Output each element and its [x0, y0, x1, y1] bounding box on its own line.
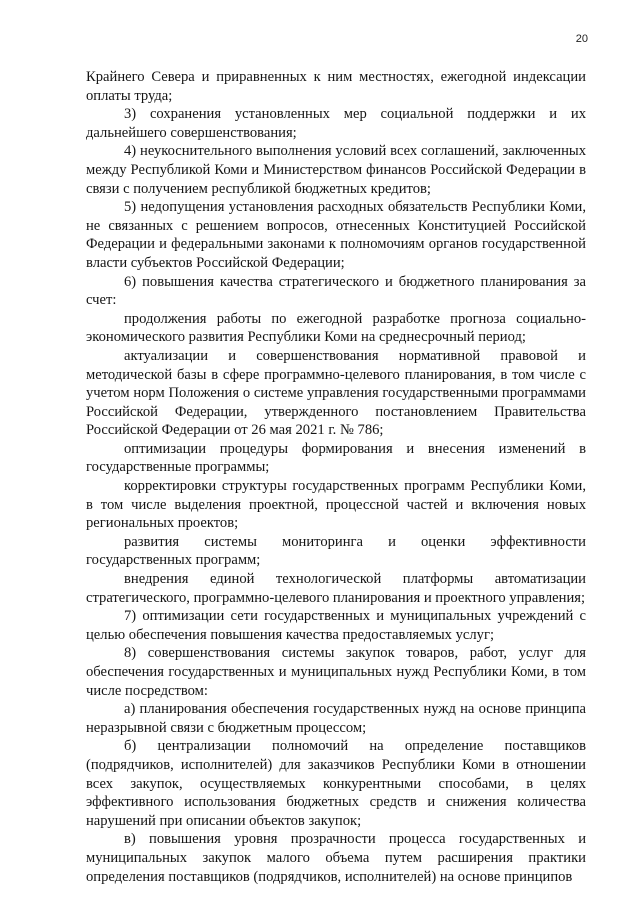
paragraph-sub-v: в) повышения уровня прозрачности процесса государственных и муниципальных закупок малого объема путем расширения практики определения поставщиков (подрядчиков, исполнителей) на основе принципов [86, 831, 586, 885]
paragraph-item-5: 5) недопущения установления расходных обязательств Республики Коми, не связанных с решением вопросов, отнесенных Конституцией Российской Федерации и федеральными законами к полномочиям органов государственной власти субъектов Российской Федерации; [86, 199, 586, 271]
paragraph-sub-forecast: продолжения работы по ежегодной разработке прогноза социально-экономического развития Республики Коми на среднесрочный период; [86, 310, 586, 346]
page-number: 20 [575, 33, 588, 45]
paragraph-sub-methodology: актуализации и совершенствования нормативной правовой и методической базы в сфере программно-целевого планирования, в том числе с учетом норм Положения о системе управления государственными программами Российской Федерации, утвержденного постановлением Правительства Российской Федерации от 26 мая 2021 г. № 786; [86, 347, 586, 439]
paragraph-item-8: 8) совершенствования системы закупок товаров, работ, услуг для обеспечения государственных и муниципальных нужд Республики Коми, в том числе посредством: [86, 645, 586, 699]
paragraph-sub-platform: внедрения единой технологической платформы автоматизации стратегического, программно-целевого планирования и проектного управления; [86, 571, 586, 606]
paragraph-item-6: 6) повышения качества стратегического и бюджетного планирования за счет: [86, 273, 586, 309]
paragraph-sub-procedure: оптимизации процедуры формирования и внесения изменений в государственные программы; [86, 440, 586, 476]
paragraph-item-3: 3) сохранения установленных мер социальной поддержки и их дальнейшего совершенствования; [86, 106, 586, 141]
paragraph-item-4: 4) неукоснительного выполнения условий всех соглашений, заключенных между Республикой Коми и Министерством финансов Российской Федерации в связи с получением республикой бюджетных кредитов; [86, 143, 586, 197]
paragraph-continuation: Крайнего Севера и приравненных к ним местностях, ежегодной индексации оплаты труда; [86, 69, 586, 104]
document-body [86, 68, 586, 886]
paragraph-sub-b: б) централизации полномочий на определение поставщиков (подрядчиков, исполнителей) для заказчиков Республики Коми в отношении всех закупок, осуществляемых конкурентными способами, в целях эффективного использования бюджетных средств и снижения количества нарушений при описании объектов закупок; [86, 738, 586, 829]
paragraph-sub-a: а) планирования обеспечения государственных нужд на основе принципа неразрывной связи с бюджетным процессом; [86, 701, 586, 736]
paragraph-item-7: 7) оптимизации сети государственных и муниципальных учреждений с целью обеспечения повышения качества предоставляемых услуг; [86, 608, 586, 643]
paragraph-sub-structure: корректировки структуры государственных программ Республики Коми, в том числе выделения проектной, процессной частей и включения новых региональных проектов; [86, 478, 586, 532]
paragraph-sub-monitoring: развития системы мониторинга и оценки эффективности государственных программ; [86, 533, 586, 569]
